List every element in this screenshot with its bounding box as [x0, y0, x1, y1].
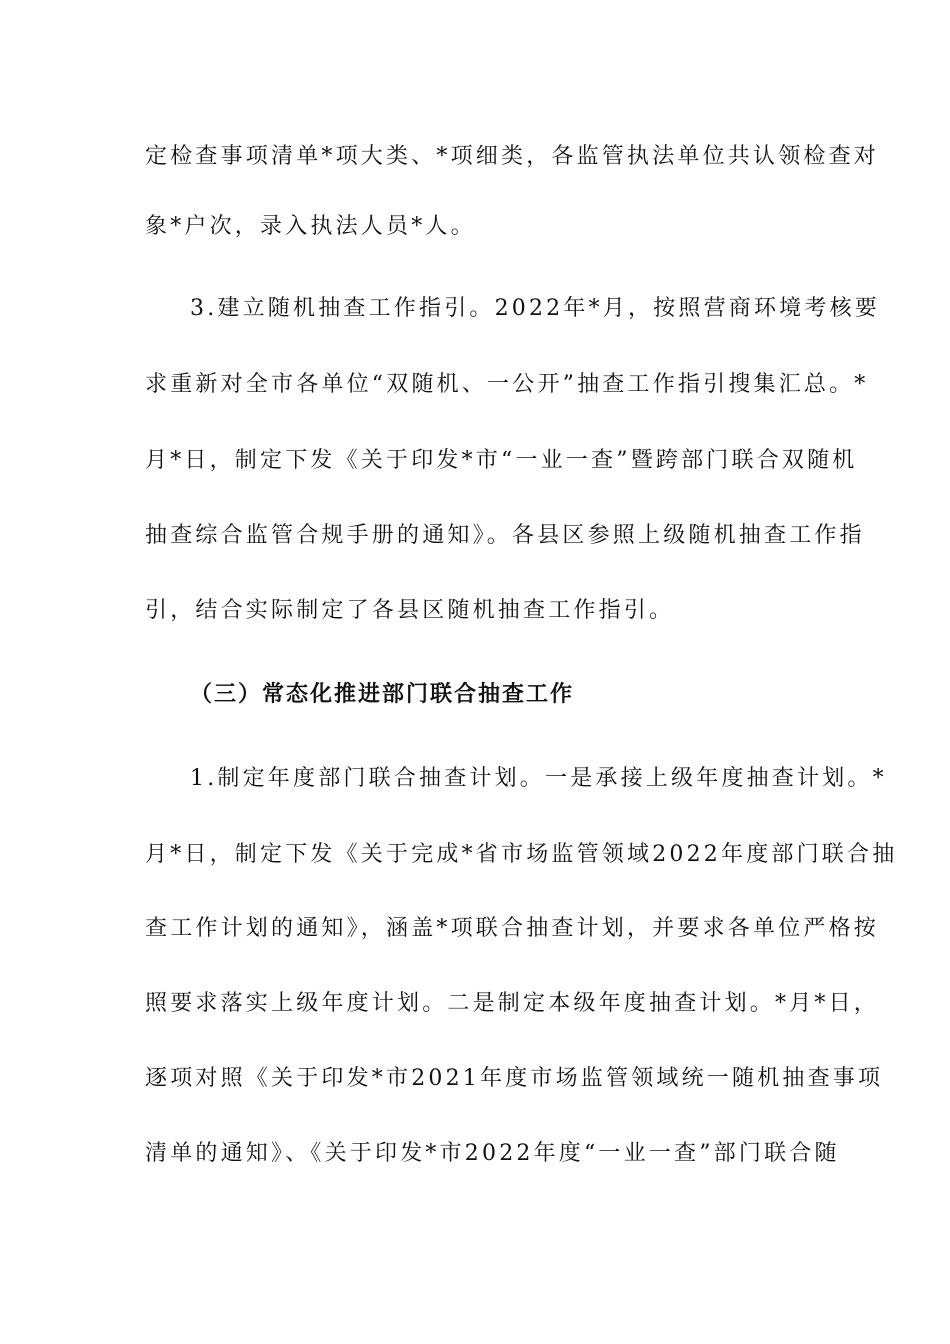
paragraph-line: 清单的通知》、《关于印发*市2022年度“一业一查”部门联合随	[145, 1141, 840, 1166]
paragraph-line: 引，结合实际制定了各县区随机抽查工作指引。	[145, 598, 675, 623]
paragraph-line: 求重新对全市各单位“双随机、一公开”抽查工作指引搜集汇总。*	[145, 372, 869, 397]
paragraph-line: 1.制定年度部门联合抽查计划。一是承接上级年度抽查计划。*	[190, 766, 887, 791]
paragraph-line: 定检查事项清单*项大类、*项细类，各监管执法单位共认领检查对	[145, 144, 880, 169]
paragraph-line: 逐项对照《关于印发*市2021年度市场监管领域统一随机抽查事项	[145, 1066, 884, 1091]
paragraph-line: 3.建立随机抽查工作指引。2022年*月，按照营商环境考核要	[190, 296, 880, 321]
paragraph-line: 象*户次，录入执法人员*人。	[145, 214, 476, 239]
paragraph-line: 抽查综合监管合规手册的通知》。各县区参照上级随机抽查工作指	[145, 523, 865, 548]
paragraph-line: 月*日，制定下发《关于完成*省市场监管领域2022年度部门联合抽	[145, 842, 898, 867]
paragraph-line: 月*日，制定下发《关于印发*市“一业一查”暨跨部门联合双随机	[145, 448, 858, 473]
paragraph-line: 查工作计划的通知》，涵盖*项联合抽查计划，并要求各单位严格按	[145, 916, 880, 941]
paragraph-line: 照要求落实上级年度计划。二是制定本级年度抽查计划。*月*日，	[145, 991, 880, 1016]
section-heading: （三）常态化推进部门联合抽查工作	[190, 682, 575, 707]
